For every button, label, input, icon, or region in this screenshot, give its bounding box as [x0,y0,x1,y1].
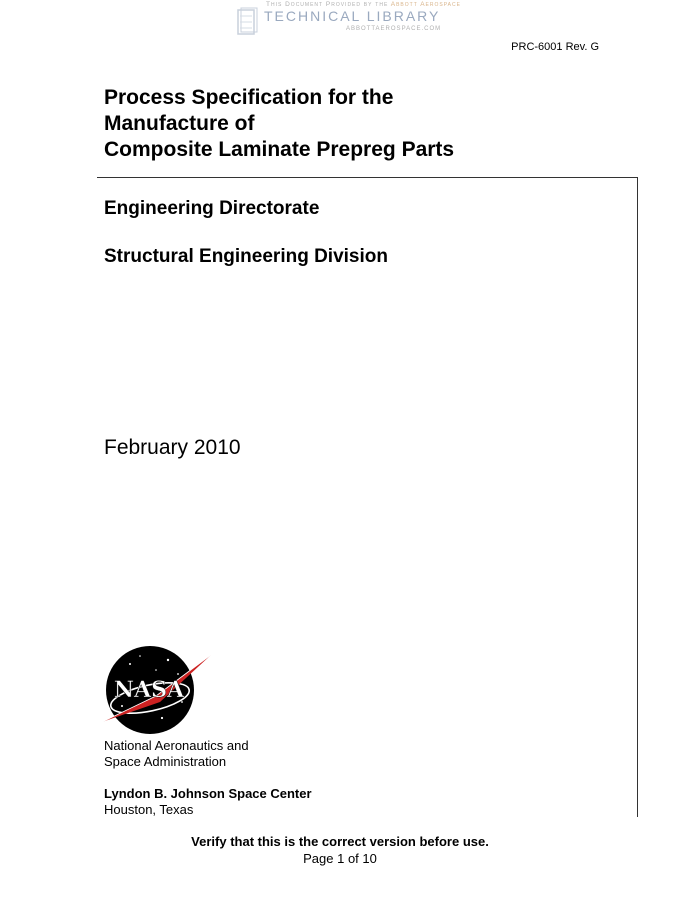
page-vertical-rule [637,177,638,817]
verify-notice: Verify that this is the correct version before use. [191,834,489,849]
watermark-website: ABBOTTAEROSPACE.COM [346,26,442,32]
publication-date: February 2010 [104,436,241,459]
watermark-provider-name: Abbott Aerospace [390,1,461,8]
center-address [104,786,312,818]
title-line-1: Process Specification for the [104,86,394,109]
center-name: Lyndon B. Johnson Space Center [104,786,312,801]
page-number: Page 1 of 10 [303,851,377,866]
document-title [104,85,584,163]
document-number: PRC-6001 Rev. G [511,41,599,53]
book-stack-icon [236,6,258,38]
division-heading: Structural Engineering Division [104,246,388,267]
title-line-3: Composite Laminate Prepreg Parts [104,138,455,161]
nasa-logo-icon [100,644,218,736]
watermark-provider-text: This Document Provided by the Abbott Aerospace [266,1,461,8]
title-line-2: Manufacture of [104,112,255,135]
library-watermark [236,0,461,46]
directorate-heading: Engineering Directorate [104,198,320,219]
agency-name-line-2: Space Administration [104,754,227,769]
title-horizontal-rule [97,177,638,178]
agency-name-line-1: National Aeronautics and [104,738,249,753]
center-location: Houston, Texas [104,802,194,817]
nasa-logo-text: NASA [113,677,185,703]
watermark-library-title: TECHNICAL LIBRARY [264,8,441,24]
agency-name [104,738,249,770]
